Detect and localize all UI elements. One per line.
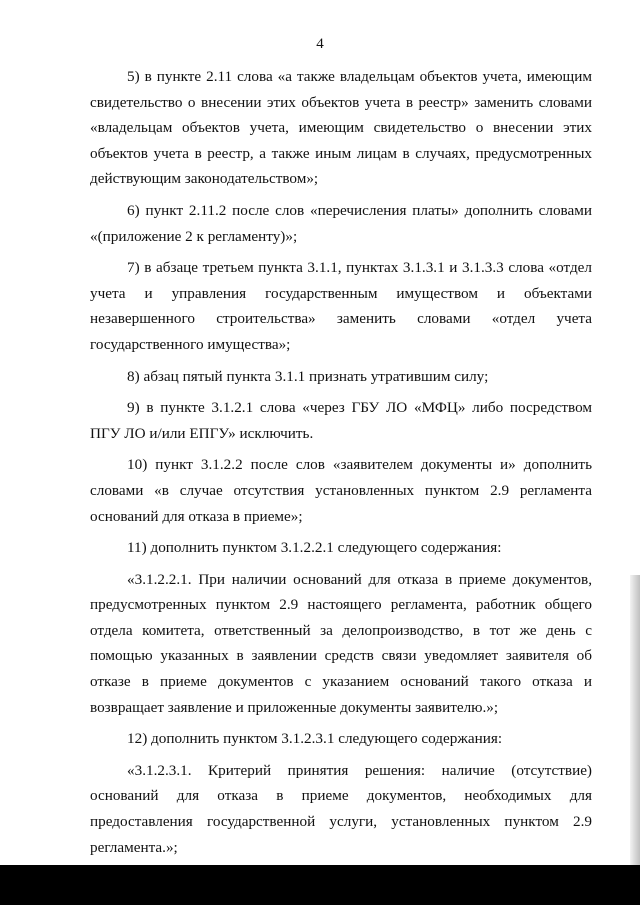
document-body <box>90 64 592 892</box>
page-number: 4 <box>316 36 324 52</box>
scan-bottom-bar <box>0 865 640 905</box>
paragraph-item-12: 12) дополнить пунктом 3.1.2.3.1 следующего содержания: <box>127 730 503 748</box>
paragraph-quote-3-1-2-2-1: «3.1.2.2.1. При наличии оснований для отказа в приеме документов, предусмотренных пунктом 2.9 настоящего регламента, работник общего отдела комитета, ответственный за делопроизводство, в тот же день с помощью указанных в заявлении средств связи уведомляет заявителя об отказе в приеме документов с указанием оснований такого отказа и возвращает заявление и приложенные документы заявителю.»; <box>90 570 592 716</box>
paragraph-item-8: 8) абзац пятый пункта 3.1.1 признать утратившим силу; <box>127 367 489 385</box>
paragraph-item-6: 6) пункт 2.11.2 после слов «перечисления платы» дополнить словами «(приложение 2 к регламенту)»; <box>90 201 592 245</box>
scan-edge-shadow <box>630 575 640 865</box>
paragraph-quote-3-1-2-3-1: «3.1.2.3.1. Критерий принятия решения: наличие (отсутствие) оснований для отказа в приеме документов, необходимых для предоставления государственной услуги, установленных пунктом 2.9 регламента.»; <box>90 761 592 856</box>
paragraph-item-7: 7) в абзаце третьем пункта 3.1.1, пунктах 3.1.3.1 и 3.1.3.3 слова «отдел учета и управления государственным имуществом и объектами незавершенного строительства» заменить словами «отдел учета государственного имущества»; <box>90 259 592 353</box>
paragraph-item-9: 9) в пункте 3.1.2.1 слова «через ГБУ ЛО «МФЦ» либо посредством ПГУ ЛО и/или ЕПГУ» исключить. <box>90 399 592 442</box>
paragraph-item-5: 5) в пункте 2.11 слова «а также владельцам объектов учета, имеющим свидетельство о внесении этих объектов учета в реестр» заменить словами «владельцам объектов учета, имеющим свидетельство о внесении этих объектов учета в реестр, а также иным лицам в случаях, предусмотренных действующим законодательством»; <box>90 68 592 188</box>
paragraph-item-10: 10) пункт 3.1.2.2 после слов «заявителем документы и» дополнить словами «в случае отсутствия установленных пунктом 2.9 регламента оснований для отказа в приеме»; <box>90 456 592 525</box>
paragraph-item-11: 11) дополнить пунктом 3.1.2.2.1 следующего содержания: <box>127 539 502 557</box>
